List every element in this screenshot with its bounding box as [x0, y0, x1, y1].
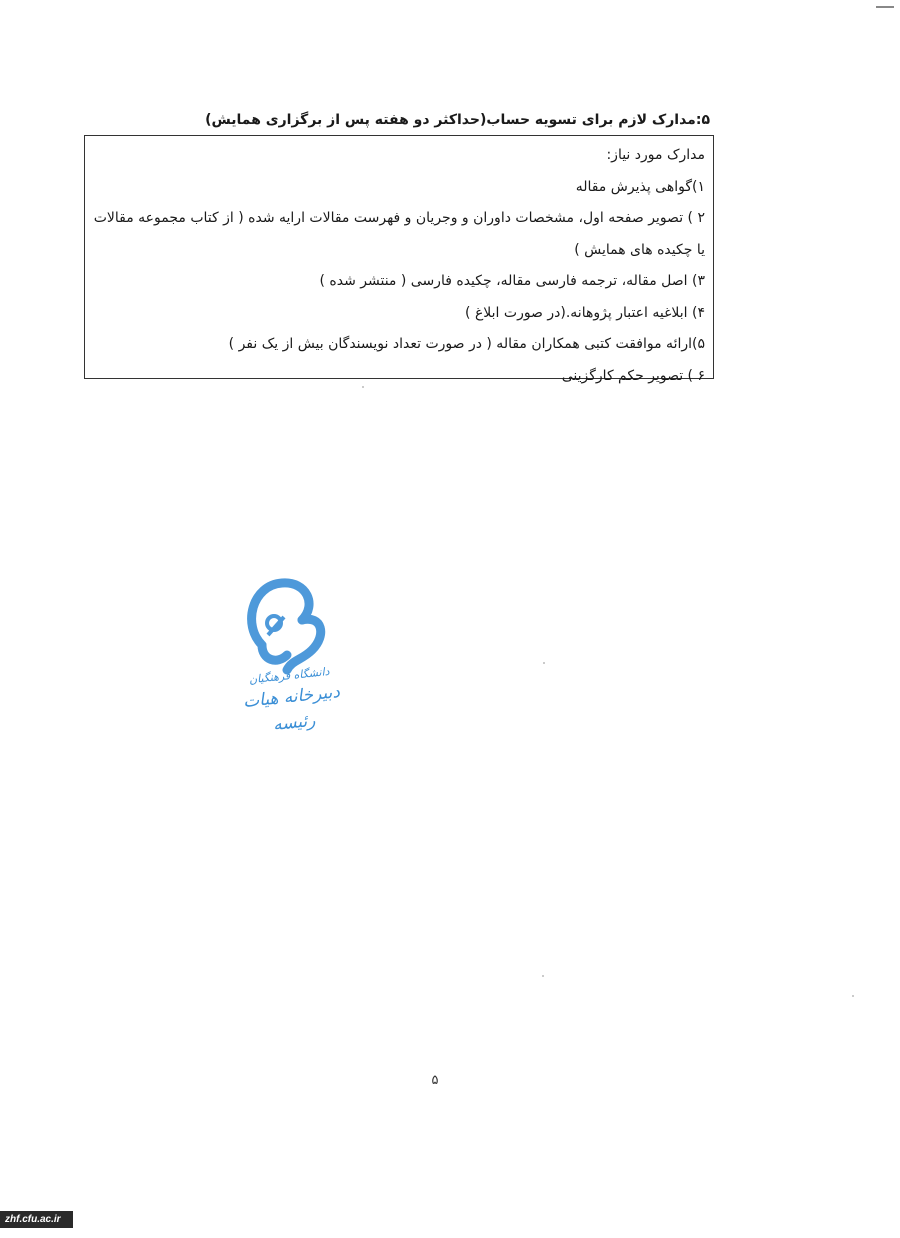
requirement-item-6: ۶ ) تصویر حکم کارگزینی [561, 367, 705, 384]
scan-speck [362, 386, 364, 388]
scan-mark [876, 6, 894, 8]
scan-speck [543, 662, 545, 664]
section-heading: ۵:مدارک لازم برای تسویه حساب(حداکثر دو هفته پس از برگزاری همایش) [205, 112, 710, 128]
page-number: ۵ [431, 1073, 439, 1088]
stamp-text [229, 662, 355, 742]
requirement-item-1: ۱)گواهی پذیرش مقاله [575, 178, 705, 195]
requirement-item-3: ۳) اصل مقاله، ترجمه فارسی مقاله، چکیده فارسی ( منتشر شده ) [319, 273, 705, 289]
stamp-office-name: دبیرخانه هیات رئیسه [242, 682, 341, 736]
requirements-box [84, 135, 714, 384]
site-watermark: zhf.cfu.ac.ir [0, 1211, 73, 1228]
requirement-item-2: ۲ ) تصویر صفحه اول، مشخصات داوران و وجریان و فهرست مقالات ارایه شده ( از کتاب مجموعه مقالات یا چکیده های همایش ) [93, 210, 705, 258]
scan-speck [542, 975, 544, 977]
scan-speck [852, 995, 854, 997]
stamp-org-name: دانشگاه فرهنگیان [248, 664, 331, 687]
requirements-title: مدارک مورد نیاز: [606, 147, 705, 163]
requirement-item-5: ۵)ارائه موافقت کتبی همکاران مقاله ( در صورت تعداد نویسندگان بیش از یک نفر ) [228, 336, 705, 352]
requirement-item-4: ۴) ابلاغیه اعتبار پژوهانه.(در صورت ابلاغ ) [465, 304, 705, 321]
